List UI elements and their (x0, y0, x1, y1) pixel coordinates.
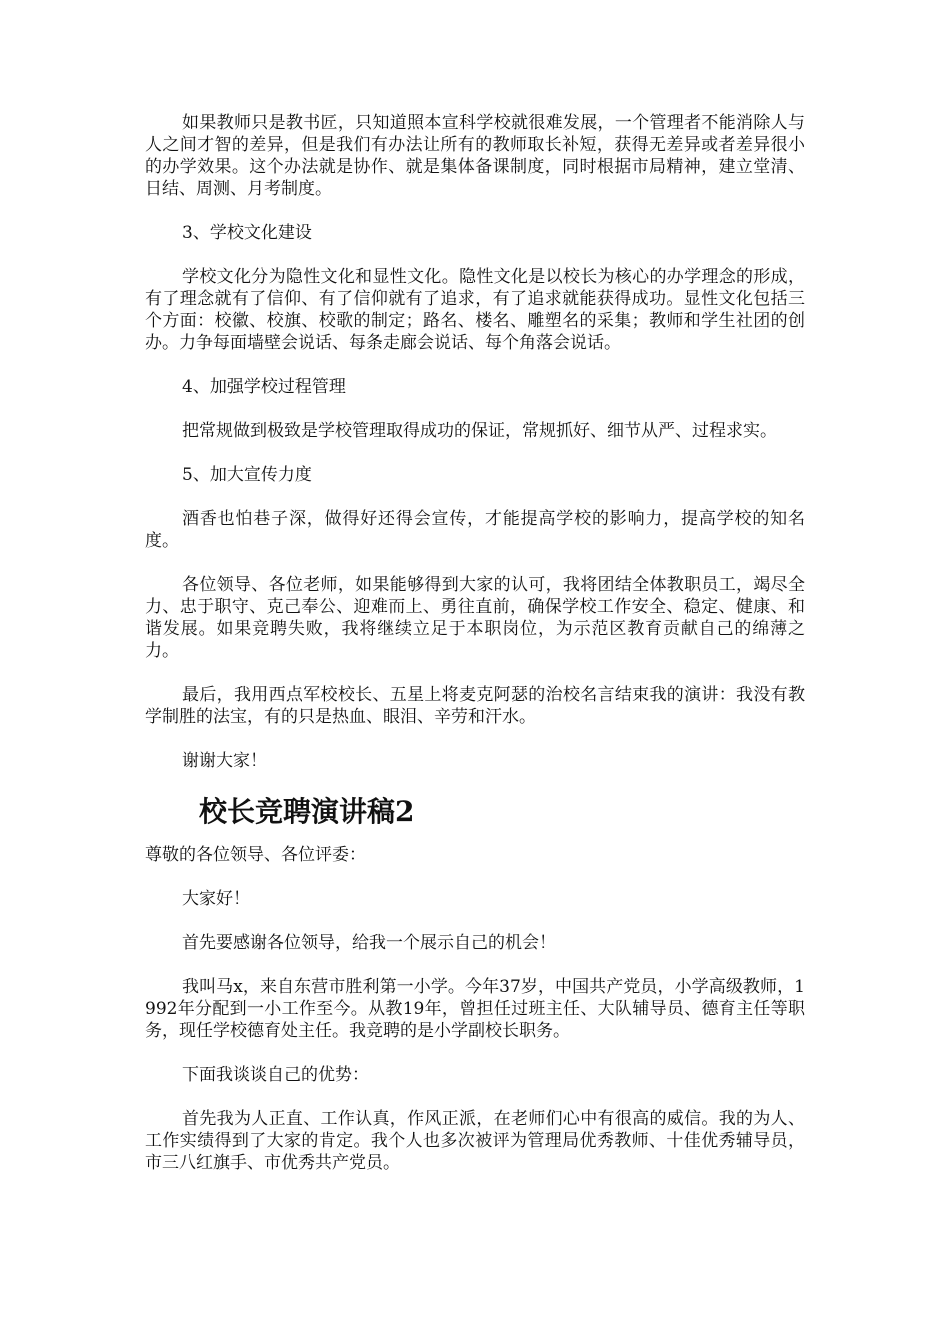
body-paragraph: 把常规做到极致是学校管理取得成功的保证，常规抓好、细节从严、过程求实。 (182, 421, 777, 441)
salutation: 尊敬的各位领导、各位评委： (145, 845, 366, 865)
body-paragraph: 学校文化分为隐性文化和显性文化。隐性文化是以校长为核心的办学理念的形成，有了理念就有了信仰、有了信仰就有了追求，有了追求就能获得成功。显性文化包括三个方面：校徽、校旗、校歌的制定；路名、楼名、雕塑名的采集；教师和学生社团的创办。力争每面墙壁会说话、每条走廊会说话、每个角落会说话。 (145, 267, 805, 353)
section-title: 校长竞聘演讲稿2 (199, 795, 415, 828)
body-paragraph: 酒香也怕巷子深，做得好还得会宣传，才能提高学校的影响力，提高学校的知名度。 (145, 509, 805, 551)
document-page (145, 112, 805, 1196)
body-paragraph: 各位领导、各位老师，如果能够得到大家的认可，我将团结全体教职员工，竭尽全力、忠于职守、克己奉公、迎难而上、勇往直前，确保学校工作安全、稳定、健康、和谐发展。如果竞聘失败，我将继续立足于本职岗位，为示范区教育贡献自己的绵薄之力。 (145, 575, 805, 661)
section-subheading: 4、加强学校过程管理 (182, 377, 346, 397)
greeting: 大家好！ (182, 889, 250, 909)
body-paragraph: 我叫马x，来自东营市胜利第一小学。今年37岁，中国共产党员，小学高级教师，1992年分配到一小工作至今。从教19年，曾担任过班主任、大队辅导员、德育主任等职务，现任学校德育处主任。我竞聘的是小学副校长职务。 (145, 977, 805, 1041)
section-subheading: 5、加大宣传力度 (182, 465, 312, 485)
body-paragraph: 首先要感谢各位领导，给我一个展示自己的机会！ (182, 933, 556, 953)
body-paragraph: 首先我为人正直、工作认真，作风正派，在老师们心中有很高的威信。我的为人、工作实绩得到了大家的肯定。我个人也多次被评为管理局优秀教师、十佳优秀辅导员，市三八红旗手、市优秀共产党员。 (145, 1109, 805, 1173)
body-paragraph: 最后，我用西点军校校长、五星上将麦克阿瑟的治校名言结束我的演讲：我没有教学制胜的法宝，有的只是热血、眼泪、辛劳和汗水。 (145, 685, 805, 727)
closing-thanks: 谢谢大家！ (182, 751, 267, 771)
body-paragraph: 下面我谈谈自己的优势： (182, 1065, 369, 1085)
body-paragraph: 如果教师只是教书匠，只知道照本宣科学校就很难发展，一个管理者不能消除人与人之间才智的差异，但是我们有办法让所有的教师取长补短，获得无差异或者差异很小的办学效果。这个办法就是协作、就是集体备课制度，同时根据市局精神，建立堂清、日结、周测、月考制度。 (145, 113, 805, 199)
section-subheading: 3、学校文化建设 (182, 223, 312, 243)
